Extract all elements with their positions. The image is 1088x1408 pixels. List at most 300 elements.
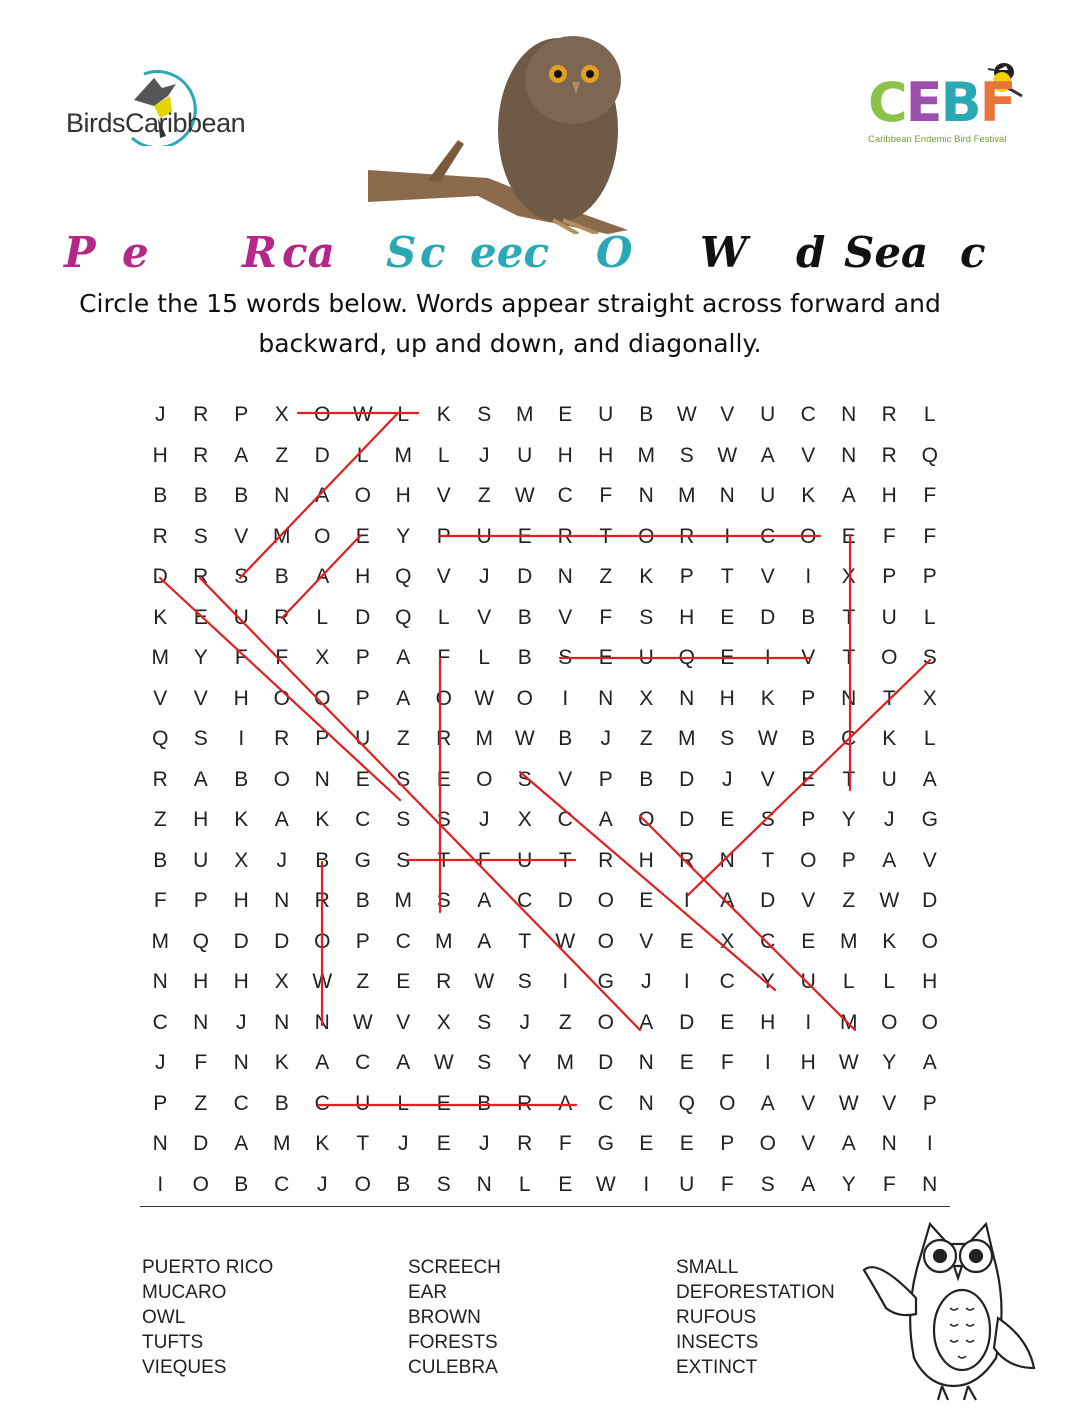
grid-letter[interactable]: R	[274, 727, 290, 750]
grid-letter[interactable]: C	[314, 1091, 330, 1115]
grid-letter[interactable]: N	[638, 1051, 654, 1074]
grid-letter[interactable]: F	[882, 524, 896, 548]
grid-letter[interactable]: H	[719, 686, 735, 710]
grid-letter[interactable]: Z	[356, 970, 370, 993]
grid-letter[interactable]: M	[840, 1010, 858, 1034]
grid-letter[interactable]: P	[841, 848, 856, 872]
grid-letter[interactable]: J	[317, 1172, 328, 1196]
grid-letter[interactable]: X	[639, 686, 654, 710]
grid-letter[interactable]: H	[395, 484, 411, 507]
grid-letter[interactable]: Z	[396, 727, 410, 750]
grid-letter[interactable]: O	[354, 1172, 371, 1196]
grid-letter[interactable]: T	[842, 767, 856, 791]
grid-letter[interactable]: T	[842, 646, 856, 669]
grid-letter[interactable]: N	[881, 1132, 897, 1155]
grid-letter[interactable]: P	[922, 565, 937, 588]
grid-letter[interactable]: N	[314, 1010, 330, 1034]
grid-letter[interactable]: L	[923, 605, 936, 629]
grid-letter[interactable]: P	[801, 808, 816, 831]
grid-letter[interactable]: W	[838, 1091, 859, 1115]
grid-letter[interactable]: I	[805, 1010, 812, 1034]
grid-letter[interactable]: H	[355, 565, 371, 588]
grid-letter[interactable]: V	[436, 484, 451, 507]
grid-letter[interactable]: R	[881, 443, 897, 467]
grid-letter[interactable]: V	[720, 403, 735, 426]
grid-letter[interactable]: U	[760, 403, 776, 426]
grid-letter[interactable]: M	[840, 929, 858, 953]
grid-letter[interactable]: R	[679, 848, 695, 872]
grid-letter[interactable]: M	[273, 1132, 291, 1155]
grid-letter[interactable]: W	[595, 1172, 616, 1196]
grid-letter[interactable]: T	[882, 686, 896, 710]
grid-letter[interactable]: C	[760, 929, 776, 953]
grid-letter[interactable]: F	[194, 1051, 208, 1074]
grid-letter[interactable]: W	[352, 1010, 373, 1034]
grid-letter[interactable]: B	[274, 565, 289, 588]
grid-letter[interactable]: S	[922, 646, 937, 669]
grid-letter[interactable]: C	[517, 889, 533, 912]
grid-letter[interactable]: G	[597, 970, 614, 993]
grid-letter[interactable]: J	[519, 1010, 530, 1034]
grid-letter[interactable]: P	[882, 565, 897, 588]
grid-letter[interactable]: W	[757, 727, 778, 750]
grid-letter[interactable]: T	[356, 1132, 370, 1155]
grid-letter[interactable]: D	[679, 767, 695, 791]
grid-letter[interactable]: I	[643, 1172, 650, 1196]
grid-letter[interactable]: S	[477, 1051, 492, 1074]
grid-letter[interactable]: F	[599, 605, 613, 629]
grid-letter[interactable]: O	[638, 808, 655, 831]
grid-letter[interactable]: P	[436, 524, 451, 548]
grid-letter[interactable]: W	[838, 1051, 859, 1074]
grid-letter[interactable]: S	[477, 1010, 492, 1034]
grid-letter[interactable]: N	[314, 767, 330, 791]
grid-letter[interactable]: L	[518, 1172, 531, 1196]
grid-letter[interactable]: Z	[558, 1010, 572, 1034]
grid-letter[interactable]: S	[436, 889, 451, 912]
grid-letter[interactable]: E	[355, 524, 370, 548]
grid-letter[interactable]: I	[764, 1051, 771, 1074]
grid-letter[interactable]: C	[760, 524, 776, 548]
grid-letter[interactable]: S	[639, 605, 654, 629]
grid-letter[interactable]: R	[679, 524, 695, 548]
grid-letter[interactable]: H	[193, 808, 209, 831]
grid-letter[interactable]: B	[234, 1172, 249, 1196]
grid-letter[interactable]: R	[152, 524, 168, 548]
grid-letter[interactable]: J	[479, 1132, 490, 1155]
grid-letter[interactable]: H	[152, 443, 168, 467]
grid-letter[interactable]: V	[760, 767, 775, 791]
grid-letter[interactable]: A	[922, 1051, 937, 1074]
grid-letter[interactable]: K	[801, 484, 816, 507]
grid-letter[interactable]: I	[562, 970, 569, 993]
grid-letter[interactable]: L	[883, 970, 896, 993]
grid-letter[interactable]: N	[274, 1010, 290, 1034]
grid-letter[interactable]: Q	[395, 565, 412, 588]
grid-letter[interactable]: S	[477, 403, 492, 426]
grid-letter[interactable]: Y	[517, 1051, 532, 1074]
grid-letter[interactable]: C	[355, 1051, 371, 1074]
grid-letter[interactable]: K	[882, 929, 897, 953]
grid-letter[interactable]: K	[234, 808, 249, 831]
grid-letter[interactable]: M	[151, 929, 169, 953]
grid-letter[interactable]: D	[274, 929, 290, 953]
grid-letter[interactable]: Y	[841, 1172, 856, 1196]
grid-letter[interactable]: K	[315, 808, 330, 831]
grid-letter[interactable]: D	[679, 808, 695, 831]
grid-letter[interactable]: O	[314, 686, 331, 710]
grid-letter[interactable]: U	[679, 1172, 695, 1196]
grid-letter[interactable]: W	[474, 686, 495, 710]
grid-letter[interactable]: S	[436, 1172, 451, 1196]
grid-letter[interactable]: W	[676, 403, 697, 426]
grid-letter[interactable]: N	[557, 565, 573, 588]
grid-letter[interactable]: U	[800, 970, 816, 993]
grid-letter[interactable]: N	[841, 403, 857, 426]
grid-letter[interactable]: L	[842, 970, 855, 993]
grid-letter[interactable]: K	[436, 403, 451, 426]
grid-letter[interactable]: M	[556, 1051, 574, 1074]
grid-letter[interactable]: Z	[194, 1091, 208, 1115]
grid-letter[interactable]: U	[233, 605, 249, 629]
grid-letter[interactable]: S	[720, 727, 735, 750]
grid-letter[interactable]: E	[679, 929, 694, 953]
grid-letter[interactable]: W	[514, 727, 535, 750]
grid-letter[interactable]: J	[155, 1051, 166, 1074]
grid-letter[interactable]: S	[760, 808, 775, 831]
grid-letter[interactable]: Q	[192, 929, 209, 953]
grid-letter[interactable]: S	[234, 565, 249, 588]
grid-letter[interactable]: S	[396, 767, 411, 791]
grid-letter[interactable]: F	[437, 646, 451, 669]
grid-letter[interactable]: J	[600, 727, 611, 750]
grid-letter[interactable]: A	[841, 1132, 856, 1155]
grid-letter[interactable]: U	[638, 646, 654, 669]
grid-letter[interactable]: T	[842, 605, 856, 629]
grid-letter[interactable]: C	[800, 403, 816, 426]
grid-letter[interactable]: L	[923, 403, 936, 426]
grid-letter[interactable]: P	[153, 1091, 168, 1115]
grid-letter[interactable]: I	[764, 646, 771, 669]
grid-letter[interactable]: X	[315, 646, 330, 669]
grid-letter[interactable]: Q	[152, 727, 169, 750]
grid-letter[interactable]: Z	[153, 808, 167, 831]
grid-letter[interactable]: O	[638, 524, 655, 548]
grid-letter[interactable]: M	[394, 889, 412, 912]
grid-letter[interactable]: X	[234, 848, 249, 872]
grid-letter[interactable]: X	[274, 970, 289, 993]
grid-letter[interactable]: S	[679, 443, 694, 467]
grid-letter[interactable]: O	[314, 929, 331, 953]
grid-letter[interactable]: Z	[275, 443, 289, 467]
grid-letter[interactable]: R	[598, 848, 614, 872]
grid-letter[interactable]: U	[881, 605, 897, 629]
grid-letter[interactable]: H	[922, 970, 938, 993]
grid-letter[interactable]: X	[436, 1010, 451, 1034]
grid-letter[interactable]: X	[720, 929, 735, 953]
grid-letter[interactable]: R	[274, 605, 290, 629]
grid-letter[interactable]: B	[153, 484, 168, 507]
grid-letter[interactable]: C	[841, 727, 857, 750]
grid-letter[interactable]: N	[841, 443, 857, 467]
grid-letter[interactable]: O	[273, 767, 290, 791]
grid-letter[interactable]: R	[436, 727, 452, 750]
grid-letter[interactable]: N	[719, 848, 735, 872]
grid-letter[interactable]: O	[921, 929, 938, 953]
grid-letter[interactable]: L	[437, 443, 450, 467]
grid-letter[interactable]: E	[598, 646, 613, 669]
grid-letter[interactable]: B	[801, 727, 816, 750]
grid-letter[interactable]: M	[394, 443, 412, 467]
grid-letter[interactable]: F	[599, 484, 613, 507]
grid-letter[interactable]: A	[274, 808, 289, 831]
grid-letter[interactable]: B	[558, 727, 573, 750]
grid-letter[interactable]: E	[720, 1010, 735, 1034]
grid-letter[interactable]: H	[233, 686, 249, 710]
grid-letter[interactable]: V	[922, 848, 937, 872]
grid-letter[interactable]: D	[233, 929, 249, 953]
grid-letter[interactable]: E	[436, 1091, 451, 1115]
grid-letter[interactable]: P	[720, 1132, 735, 1155]
grid-letter[interactable]: N	[719, 484, 735, 507]
grid-letter[interactable]: S	[517, 970, 532, 993]
grid-letter[interactable]: E	[558, 403, 573, 426]
grid-letter[interactable]: P	[193, 889, 208, 912]
grid-letter[interactable]: P	[598, 767, 613, 791]
grid-letter[interactable]: C	[557, 484, 573, 507]
grid-letter[interactable]: R	[436, 970, 452, 993]
grid-letter[interactable]: Q	[921, 443, 938, 467]
grid-letter[interactable]: A	[234, 443, 249, 467]
grid-letter[interactable]: J	[479, 443, 490, 467]
grid-letter[interactable]: U	[355, 1091, 371, 1115]
grid-letter[interactable]: P	[801, 686, 816, 710]
grid-letter[interactable]: V	[801, 889, 816, 912]
grid-letter[interactable]: N	[233, 1051, 249, 1074]
grid-letter[interactable]: T	[558, 848, 572, 872]
grid-letter[interactable]: I	[724, 524, 731, 548]
grid-letter[interactable]: H	[598, 443, 614, 467]
grid-letter[interactable]: N	[274, 484, 290, 507]
grid-letter[interactable]: U	[193, 848, 209, 872]
grid-letter[interactable]: S	[193, 524, 208, 548]
grid-letter[interactable]: H	[233, 889, 249, 912]
grid-letter[interactable]: S	[558, 646, 573, 669]
grid-letter[interactable]: N	[274, 889, 290, 912]
grid-letter[interactable]: F	[558, 1132, 572, 1155]
grid-letter[interactable]: J	[155, 403, 166, 426]
grid-letter[interactable]: E	[720, 808, 735, 831]
grid-letter[interactable]: C	[598, 1091, 614, 1115]
grid-letter[interactable]: X	[841, 565, 856, 588]
grid-letter[interactable]: A	[396, 1051, 411, 1074]
grid-letter[interactable]: E	[517, 524, 532, 548]
grid-letter[interactable]: R	[152, 767, 168, 791]
grid-letter[interactable]: U	[598, 403, 614, 426]
grid-letter[interactable]: V	[801, 646, 816, 669]
grid-letter[interactable]: M	[516, 403, 534, 426]
grid-letter[interactable]: E	[639, 1132, 654, 1155]
grid-letter[interactable]: B	[234, 767, 249, 791]
grid-letter[interactable]: G	[597, 1132, 614, 1155]
grid-letter[interactable]: T	[437, 848, 451, 872]
grid-letter[interactable]: F	[153, 889, 167, 912]
grid-letter[interactable]: P	[922, 1091, 937, 1115]
grid-letter[interactable]: O	[759, 1132, 776, 1155]
grid-letter[interactable]: A	[558, 1091, 573, 1115]
grid-letter[interactable]: C	[719, 970, 735, 993]
grid-letter[interactable]: O	[881, 1010, 898, 1034]
grid-letter[interactable]: V	[882, 1091, 897, 1115]
grid-letter[interactable]: F	[234, 646, 248, 669]
grid-letter[interactable]: N	[638, 1091, 654, 1115]
grid-letter[interactable]: A	[193, 767, 208, 791]
grid-letter[interactable]: U	[881, 767, 897, 791]
grid-letter[interactable]: V	[193, 686, 208, 710]
grid-letter[interactable]: M	[678, 727, 696, 750]
grid-letter[interactable]: E	[558, 1172, 573, 1196]
grid-letter[interactable]: I	[805, 565, 812, 588]
grid-letter[interactable]: O	[597, 1010, 614, 1034]
grid-letter[interactable]: T	[761, 848, 775, 872]
grid-letter[interactable]: R	[557, 524, 573, 548]
grid-letter[interactable]: F	[923, 484, 937, 507]
grid-letter[interactable]: V	[436, 565, 451, 588]
grid-letter[interactable]: A	[315, 565, 330, 588]
grid-letter[interactable]: G	[921, 808, 938, 831]
grid-letter[interactable]: A	[477, 889, 492, 912]
grid-letter[interactable]: O	[719, 1091, 736, 1115]
grid-letter[interactable]: V	[801, 1091, 816, 1115]
grid-letter[interactable]: W	[433, 1051, 454, 1074]
grid-letter[interactable]: K	[274, 1051, 289, 1074]
grid-letter[interactable]: A	[841, 484, 856, 507]
grid-letter[interactable]: V	[760, 565, 775, 588]
grid-letter[interactable]: W	[514, 484, 535, 507]
grid-letter[interactable]: B	[801, 605, 816, 629]
grid-letter[interactable]: D	[760, 889, 776, 912]
grid-letter[interactable]: L	[356, 443, 369, 467]
grid-letter[interactable]: C	[355, 808, 371, 831]
grid-letter[interactable]: H	[233, 970, 249, 993]
grid-letter[interactable]: C	[233, 1091, 249, 1115]
grid-letter[interactable]: D	[193, 1132, 209, 1155]
grid-letter[interactable]: H	[557, 443, 573, 467]
grid-letter[interactable]: N	[638, 484, 654, 507]
grid-letter[interactable]: B	[234, 484, 249, 507]
grid-letter[interactable]: P	[234, 403, 249, 426]
grid-letter[interactable]: D	[922, 889, 938, 912]
grid-letter[interactable]: E	[639, 889, 654, 912]
grid-letter[interactable]: E	[355, 767, 370, 791]
grid-letter[interactable]: A	[315, 1051, 330, 1074]
grid-letter[interactable]: L	[316, 605, 329, 629]
grid-letter[interactable]: F	[477, 848, 491, 872]
grid-letter[interactable]: S	[193, 727, 208, 750]
grid-letter[interactable]: F	[720, 1051, 734, 1074]
grid-letter[interactable]: K	[882, 727, 897, 750]
grid-letter[interactable]: V	[396, 1010, 411, 1034]
grid-letter[interactable]: N	[841, 686, 857, 710]
grid-letter[interactable]: A	[922, 767, 937, 791]
grid-letter[interactable]: D	[152, 565, 168, 588]
grid-letter[interactable]: W	[474, 970, 495, 993]
grid-letter[interactable]: F	[923, 524, 937, 548]
grid-letter[interactable]: L	[397, 403, 410, 426]
grid-letter[interactable]: P	[315, 727, 330, 750]
grid-letter[interactable]: Z	[599, 565, 613, 588]
grid-letter[interactable]: D	[517, 565, 533, 588]
grid-letter[interactable]: O	[597, 889, 614, 912]
grid-letter[interactable]: L	[478, 646, 491, 669]
grid-letter[interactable]: O	[881, 646, 898, 669]
grid-letter[interactable]: U	[476, 524, 492, 548]
grid-letter[interactable]: D	[760, 605, 776, 629]
grid-letter[interactable]: I	[238, 727, 245, 750]
grid-letter[interactable]: P	[355, 686, 370, 710]
grid-letter[interactable]: O	[800, 848, 817, 872]
grid-letter[interactable]: L	[437, 605, 450, 629]
grid-letter[interactable]: S	[517, 767, 532, 791]
grid-letter[interactable]: O	[800, 524, 817, 548]
grid-letter[interactable]: O	[597, 929, 614, 953]
grid-letter[interactable]: O	[273, 686, 290, 710]
grid-letter[interactable]: A	[801, 1172, 816, 1196]
grid-letter[interactable]: J	[884, 808, 895, 831]
grid-letter[interactable]: M	[435, 929, 453, 953]
grid-letter[interactable]: A	[760, 1091, 775, 1115]
grid-letter[interactable]: W	[352, 403, 373, 426]
grid-letter[interactable]: Q	[678, 1091, 695, 1115]
grid-letter[interactable]: G	[354, 848, 371, 872]
grid-letter[interactable]: W	[312, 970, 333, 993]
grid-letter[interactable]: F	[882, 1172, 896, 1196]
grid-letter[interactable]: U	[517, 848, 533, 872]
grid-letter[interactable]: H	[679, 605, 695, 629]
grid-letter[interactable]: V	[639, 929, 654, 953]
grid-letter[interactable]: W	[717, 443, 738, 467]
grid-letter[interactable]: I	[157, 1172, 164, 1196]
grid-letter[interactable]: R	[881, 403, 897, 426]
grid-letter[interactable]: A	[477, 929, 492, 953]
grid-letter[interactable]: R	[517, 1132, 533, 1155]
grid-letter[interactable]: D	[557, 889, 573, 912]
grid-letter[interactable]: A	[720, 889, 735, 912]
grid-letter[interactable]: Y	[841, 808, 856, 831]
grid-letter[interactable]: N	[193, 1010, 209, 1034]
grid-letter[interactable]: A	[760, 443, 775, 467]
grid-letter[interactable]: W	[879, 889, 900, 912]
grid-letter[interactable]: Q	[678, 646, 695, 669]
grid-letter[interactable]: D	[314, 443, 330, 467]
grid-letter[interactable]: Y	[760, 970, 775, 993]
grid-letter[interactable]: N	[152, 970, 168, 993]
grid-letter[interactable]: A	[396, 686, 411, 710]
grid-letter[interactable]: C	[557, 808, 573, 831]
grid-letter[interactable]: X	[517, 808, 532, 831]
grid-letter[interactable]: O	[354, 484, 371, 507]
grid-letter[interactable]: V	[558, 767, 573, 791]
grid-letter[interactable]: S	[396, 848, 411, 872]
grid-letter[interactable]: L	[397, 1091, 410, 1115]
grid-letter[interactable]: Z	[842, 889, 856, 912]
grid-letter[interactable]: J	[479, 808, 490, 831]
grid-letter[interactable]: B	[315, 848, 330, 872]
grid-letter[interactable]: I	[926, 1132, 933, 1155]
grid-letter[interactable]: R	[517, 1091, 533, 1115]
grid-letter[interactable]: N	[922, 1172, 938, 1196]
grid-letter[interactable]: R	[314, 889, 330, 912]
